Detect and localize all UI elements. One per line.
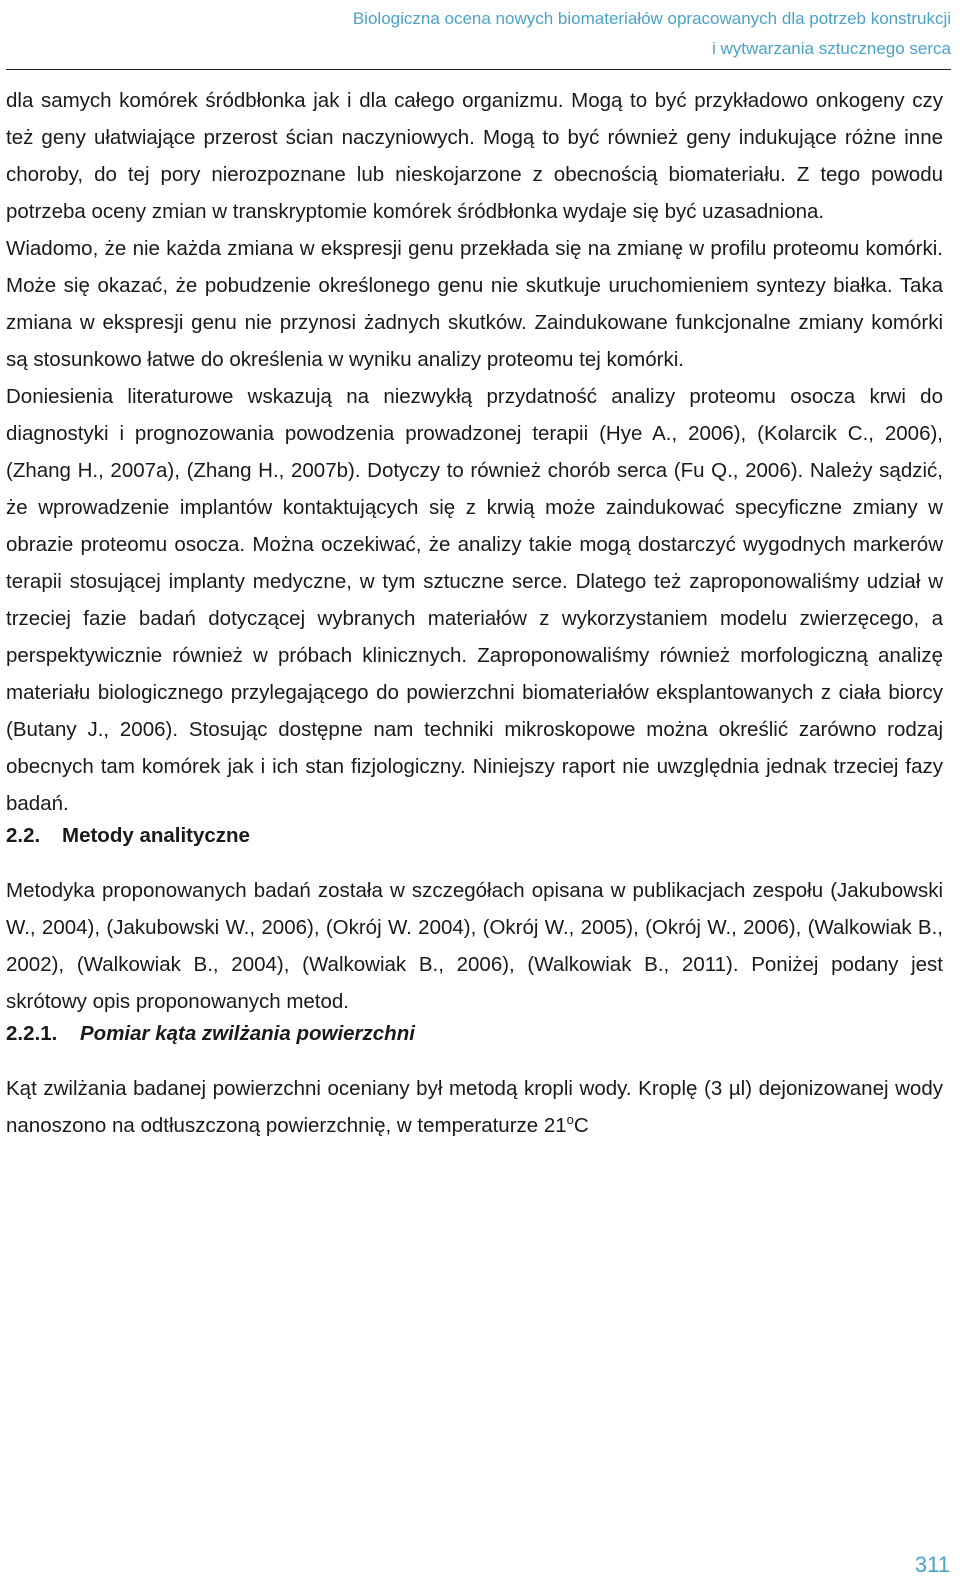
paragraph-1: dla samych komórek śródbłonka jak i dla całego organizmu. Mogą to być przykładowo onkogeny czy też geny ułatwiające przerost ścian naczyniowych. Mogą to być również geny indukujące różne inne choroby, do tej pory nierozpoznane lub nieskojarzone z obecnością biomateriału. Z tego powodu potrzeba oceny zmian w transkryptomie komórek śródbłonka wydaje się być uzasadniona.: [6, 89, 943, 223]
running-header-line-1: Biologiczna ocena nowych biomateriałów opracowanych dla potrzeb konstrukcji: [352, 9, 951, 28]
page-body: [6, 82, 943, 1144]
degree-superscript: o: [566, 1112, 574, 1127]
paragraph-5-text: Kąt zwilżania badanej powierzchni oceniany był metodą kropli wody. Kroplę (3 µl) dejonizowanej wody nanoszono na odtłuszczoną powierzchnię, w temperaturze 21: [6, 1077, 943, 1137]
section-title: Metody analityczne: [62, 824, 250, 847]
running-header-line-2: i wytwarzania sztucznego serca: [711, 39, 951, 58]
paragraph-2: Wiadomo, że nie każda zmiana w ekspresji genu przekłada się na zmianę w profilu proteomu komórki. Może się okazać, że pobudzenie określonego genu nie skutkuje uruchomieniem syntezy białka. Taka zmiana w ekspresji genu nie przynosi żadnych skutków. Zaindukowane funkcjonalne zmiany komórki są stosunkowo łatwe do określenia w wyniku analizy proteomu tej komórki.: [6, 237, 943, 371]
header-rule: [6, 69, 951, 70]
paragraph-4: Metodyka proponowanych badań została w szczegółach opisana w publikacjach zespołu (Jakubowski W., 2004), (Jakubowski W., 2006), (Okrój W. 2004), (Okrój W., 2005), (Okrój W., 2006), (Walkowiak B., 2002), (Walkowiak B., 2004), (Walkowiak B., 2006), (Walkowiak B., 2011). Poniżej podany jest skrótowy opis proponowanych metod.: [6, 879, 943, 1013]
page-number: 311: [914, 1552, 950, 1577]
celsius-unit: C: [573, 1114, 589, 1137]
subsection-title: Pomiar kąta zwilżania powierzchni: [80, 1022, 415, 1045]
subsection-heading-2-2-1: [6, 1020, 943, 1048]
section-number: 2.2.: [6, 824, 41, 847]
section-heading-2-2: [6, 822, 943, 850]
paragraph-5: [6, 1070, 943, 1144]
subsection-number: 2.2.1.: [6, 1022, 58, 1045]
running-header: [191, 4, 951, 64]
paragraph-3: Doniesienia literaturowe wskazują na niezwykłą przydatność analizy proteomu osocza krwi do diagnostyki i prognozowania powodzenia prowadzonej terapii (Hye A., 2006), (Kolarcik C., 2006), (Zhang H., 2007a), (Zhang H., 2007b). Dotyczy to również chorób serca (Fu Q., 2006). Należy sądzić, że wprowadzenie implantów kontaktujących się z krwią może zaindukować specyficzne zmiany w obrazie proteomu osocza. Można oczekiwać, że analizy takie mogą dostarczyć wygodnych markerów terapii stosującej implanty medyczne, w tym sztuczne serce. Dlatego też zaproponowaliśmy udział w trzeciej fazie badań dotyczącej wybranych materiałów z wykorzystaniem modelu zwierzęcego, a perspektywicznie również w próbach klinicznych. Zaproponowaliśmy również morfologiczną analizę materiału biologicznego przylegającego do powierzchni biomateriałów eksplantowanych z ciała biorcy (Butany J., 2006). Stosując dostępne nam techniki mikroskopowe można określić zarówno rodzaj obecnych tam komórek jak i ich stan fizjologiczny. Niniejszy raport nie uwzględnia jednak trzeciej fazy badań.: [6, 385, 943, 815]
